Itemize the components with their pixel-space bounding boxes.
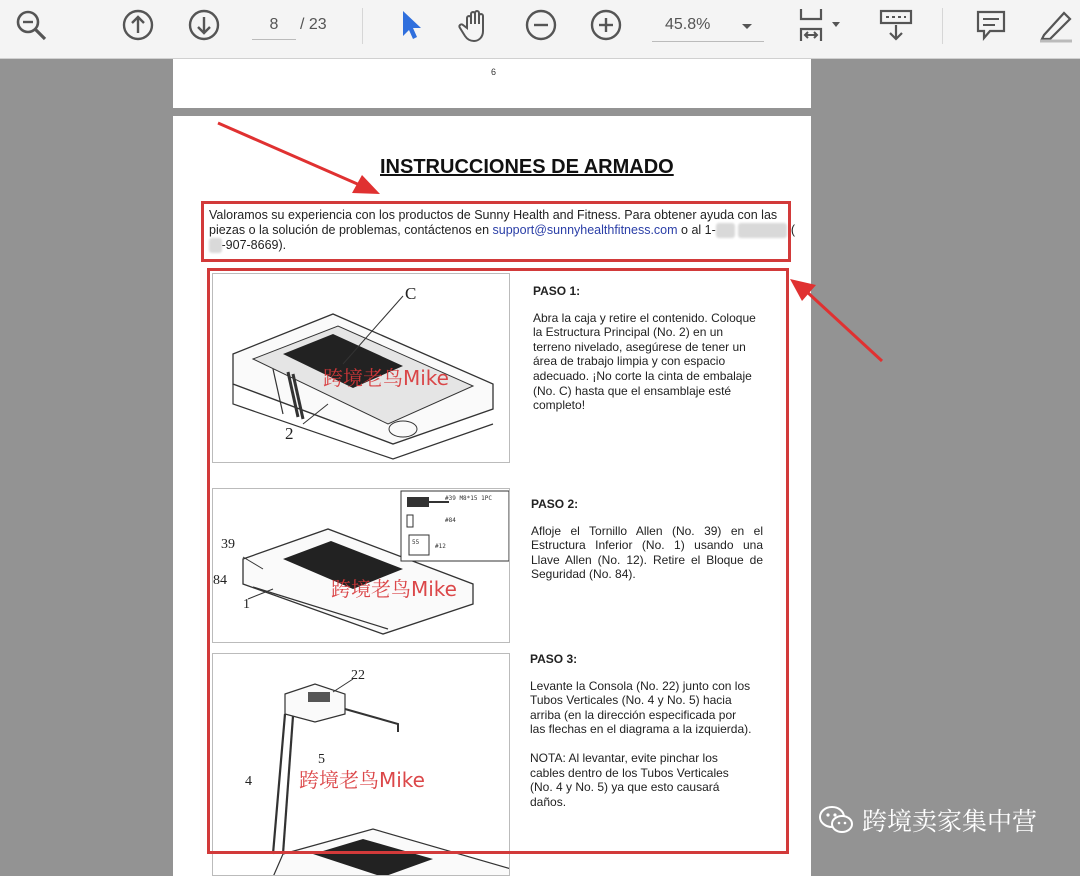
part-label-84: 84 <box>213 573 227 588</box>
part-label-22: 22 <box>351 668 365 683</box>
watermark-text: 跨境老鸟Mike <box>331 577 457 601</box>
step-title: PASO 1: <box>533 284 581 298</box>
intro-paragraph: Valoramos su experiencia con los productos de Sunny Health and Fitness. Para obtener ayuda con las piezas o la solución de problemas, contáctenos en support@sunnyhealthfitness.com o al 1- (-907-8669). <box>209 208 795 252</box>
step-body: Abra la caja y retire el contenido. Coloque la Estructura Principal (No. 2) en un terreno nivelado, asegúrese de tener un área de trabajo limpia y con espacio adecuado. ¡No corte la cinta de embalaje (No. C) hasta que el ensamblaje esté completo! <box>533 310 756 413</box>
step-title: PASO 2: <box>531 497 579 511</box>
part-label-5: 5 <box>318 752 325 767</box>
part-label-1: 1 <box>243 597 250 612</box>
part-kit-label: 55 <box>412 539 420 546</box>
zoom-level-value: 45.8% <box>665 16 711 33</box>
part-label-c: C <box>405 284 417 303</box>
support-email-link[interactable]: support@sunnyhealthfitness.com <box>492 223 678 237</box>
step-body: Afloje el Tornillo Allen (No. 39) en el Estructura Inferior (No. 1) usando una Llave Allen (No. 12). Retire el Bloque de Seguridad (No. 84). <box>531 523 763 582</box>
part-kit-label: #84 <box>445 517 456 524</box>
intro-mid-text: o al 1- <box>681 223 716 237</box>
step-title: PASO 3: <box>530 652 578 666</box>
step-body: Levante la Consola (No. 22) junto con los Tubos Verticales (No. 4 y No. 5) hacia arriba (en la dirección especificada por las flechas en el diagrama a la izquierda). <box>530 678 752 737</box>
step-note: NOTA: Al levantar, evite pinchar los cables dentro de los Tubos Verticales (No. 4 y No. 5) ya que esto causará daños. <box>530 750 729 809</box>
wechat-watermark-badge <box>818 802 1037 838</box>
watermark-text: 跨境老鸟Mike <box>299 768 425 792</box>
page-number-input[interactable]: 8 <box>252 11 296 40</box>
wechat-icon <box>818 805 854 835</box>
badge-text: 跨境卖家集中营 <box>862 807 1038 836</box>
part-label-4: 4 <box>245 774 252 789</box>
watermark-text: 跨境老鸟Mike <box>323 366 449 390</box>
part-label-39: 39 <box>221 537 235 552</box>
part-kit-label: #39 M8*15 1PC <box>445 495 492 502</box>
page-heading: INSTRUCCIONES DE ARMADO <box>380 156 674 178</box>
page-total-label: / 23 <box>300 16 327 33</box>
intro-phone-tail: -907-8669). <box>221 238 287 252</box>
intro-text: Valoramos su experiencia con los productos de Sunny Health and Fitness. Para obtener ayuda con las piezas o la solución de problemas, contáctenos en <box>209 208 778 237</box>
part-kit-label: #12 <box>435 543 446 550</box>
part-label-2: 2 <box>285 424 294 443</box>
page-number: 6 <box>491 67 497 77</box>
